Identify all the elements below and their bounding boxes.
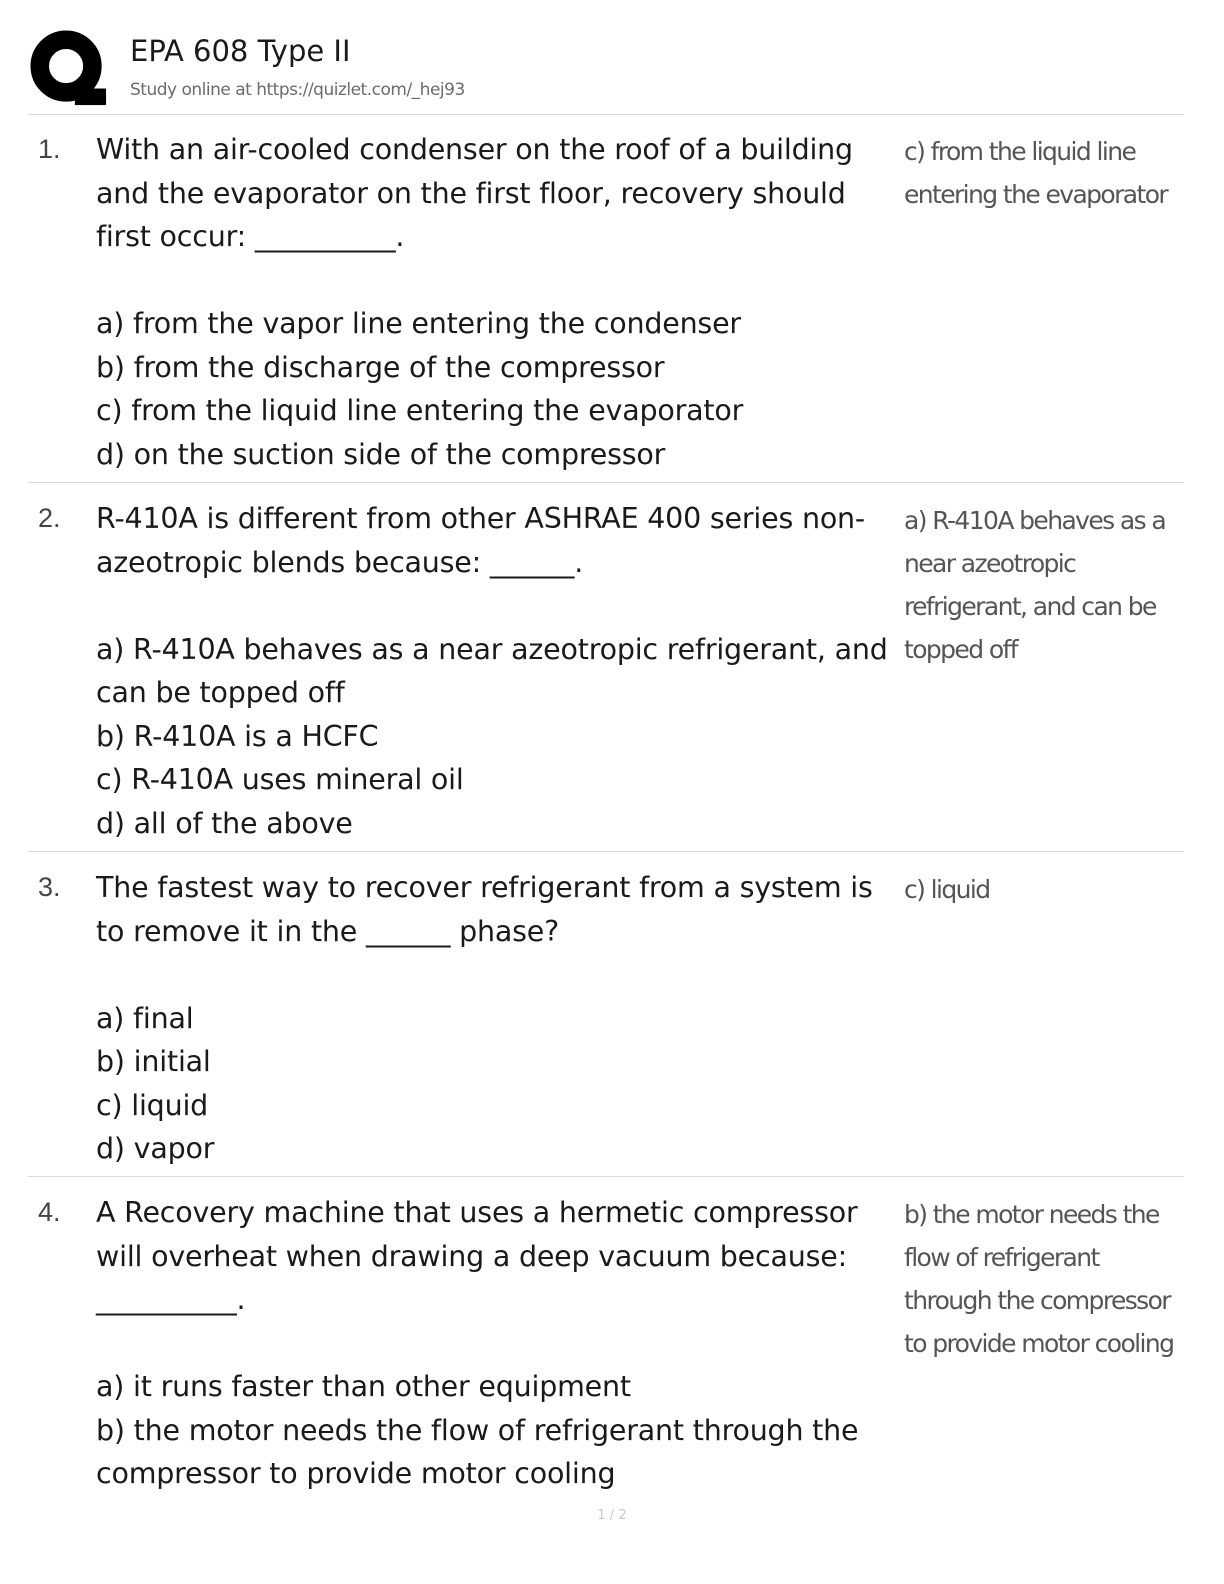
- quizlet-logo: [30, 30, 108, 108]
- question-number: 3.: [38, 872, 61, 902]
- doc-title: EPA 608 Type II: [130, 34, 351, 68]
- question-number: 1.: [38, 134, 61, 164]
- question-card-2: [28, 483, 1184, 852]
- answer-text: b) the motor needs the flow of refrigerant through the compressor to provide motor cooling: [904, 1200, 1174, 1358]
- answer-text: a) R-410A behaves as a near azeotropic refrigerant, and can be topped off: [904, 506, 1166, 664]
- page-number: 1 / 2: [597, 1508, 627, 1523]
- question-text: A Recovery machine that uses a hermetic compressor will overheat when drawing a deep vacuum because: __________. a) it runs faster than other equipment b) the motor needs the flow of refrigerant through the compressor to provide motor cooling: [96, 1196, 859, 1490]
- answer-text: c) liquid: [904, 875, 990, 904]
- question-card-1: [28, 114, 1184, 483]
- page-header: [28, 26, 1184, 115]
- answer-text: c) from the liquid line entering the evaporator: [904, 137, 1168, 209]
- doc-subtitle: Study online at https://quizlet.com/_hej93: [130, 80, 465, 100]
- question-text: With an air-cooled condenser on the roof of a building and the evaporator on the first floor, recovery should first occur: __________. a) from the vapor line entering the condenser b) from the discharge of the compressor c) from the liquid line entering the evaporator d) on the suction side of the compressor: [96, 133, 853, 471]
- question-card-4: [28, 1177, 1184, 1497]
- question-number: 2.: [38, 503, 61, 533]
- question-text: The fastest way to recover refrigerant from a system is to remove it in the ______ phase? a) final b) initial c) liquid d) vapor: [96, 871, 873, 1165]
- question-number: 4.: [38, 1197, 61, 1227]
- question-card-3: [28, 852, 1184, 1177]
- question-text: R-410A is different from other ASHRAE 400 series non-azeotropic blends because: ______. a) R-410A behaves as a near azeotropic refrigerant, and can be topped off b) R-410A is a HCFC c) R-410A uses mineral oil d) all of the above: [96, 502, 888, 840]
